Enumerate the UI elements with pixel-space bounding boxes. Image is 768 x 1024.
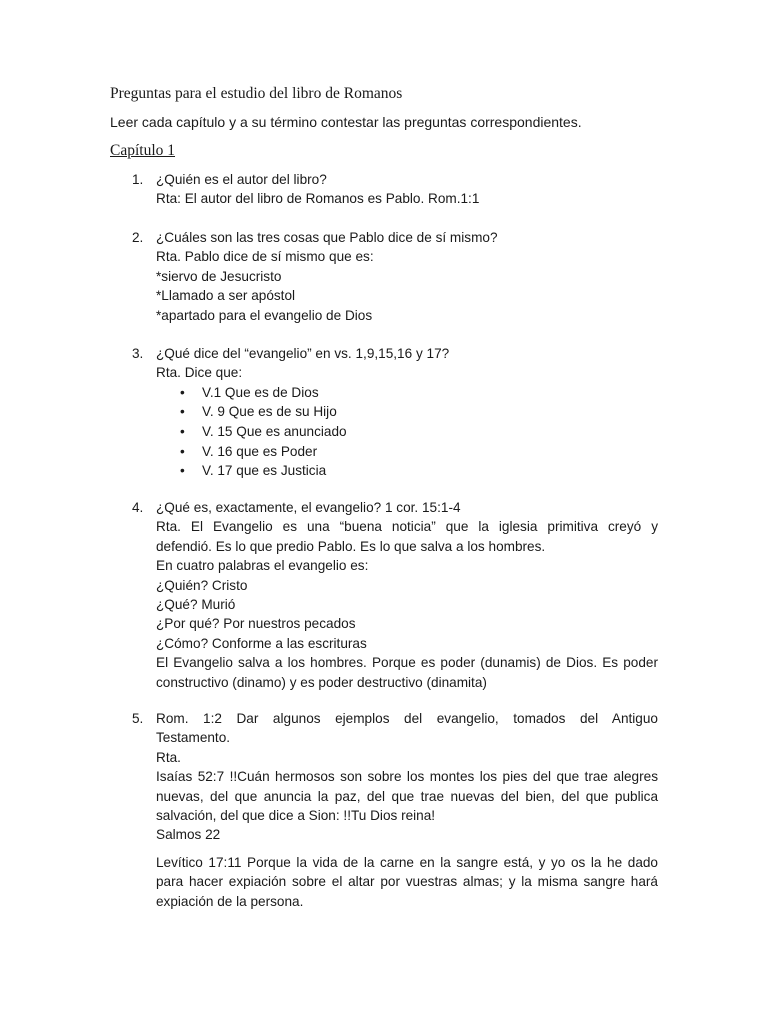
bullet-icon: • <box>180 384 185 400</box>
answer-text: Rta. Dice que: <box>156 365 243 381</box>
list-item: ¿Por qué? Por nuestros pecados <box>156 616 356 632</box>
list-item: ¿Qué? Murió <box>156 597 236 613</box>
bullet-icon: • <box>180 424 185 439</box>
answer-text: defendió. Es lo que predio Pablo. Es lo que salva a los hombres. <box>156 538 546 554</box>
question-2 <box>110 228 658 325</box>
question-number: 3. <box>132 346 144 361</box>
question-number: 4. <box>132 500 144 515</box>
list-item: • V. 16 que es Poder <box>156 442 658 462</box>
chapter-heading: Capítulo 1 <box>110 142 176 159</box>
question-4 <box>110 498 658 692</box>
list-item: • V. 15 Que es anunciado <box>156 422 658 442</box>
levitico-quote: para hacer expiación sobre el altar por vuestras almas; y la misma sangre hará <box>156 874 658 890</box>
question-5 <box>110 709 658 911</box>
question-text: ¿Qué es, exactamente, el evangelio? 1 cor. 15:1-4 <box>156 500 461 515</box>
instructions-text: Leer cada capítulo y a su término contestar las preguntas correspondientes. <box>110 114 582 130</box>
answer-text: Rta: El autor del libro de Romanos es Pablo. Rom.1:1 <box>156 191 480 207</box>
bullet-icon: • <box>180 463 185 479</box>
list-item: • V.1 Que es de Dios <box>156 383 658 403</box>
question-text: ¿Cuáles son las tres cosas que Pablo dice de sí mismo? <box>156 230 498 245</box>
list-item: *siervo de Jesucristo <box>156 268 282 284</box>
question-text: ¿Quién es el autor del libro? <box>156 172 327 187</box>
closing-text: El Evangelio salva a los hombres. Porque es poder (dunamis) de Dios. Es poder <box>156 655 658 671</box>
bullet-list <box>156 383 658 481</box>
question-number: 1. <box>132 172 144 187</box>
list-item: • V. 17 que es Justicia <box>156 461 658 481</box>
answer-text: Rta. El Evangelio es una “buena noticia” que la iglesia primitiva creyó y <box>156 519 658 535</box>
list-item: *Llamado a ser apóstol <box>156 288 296 304</box>
levitico-quote: expiación de la persona. <box>156 893 304 909</box>
question-1 <box>110 170 658 209</box>
question-3 <box>110 344 658 481</box>
levitico-quote: Levítico 17:11 Porque la vida de la carne en la sangre está, y yo os la he dado <box>156 854 658 870</box>
answer-text: Rta. Pablo dice de sí mismo que es: <box>156 249 374 265</box>
question-text: Testamento. <box>156 730 231 746</box>
bullet-icon: • <box>180 443 185 459</box>
list-item: • V. 9 Que es de su Hijo <box>156 402 658 422</box>
question-text: Rom. 1:2 Dar algunos ejemplos del evangelio, tomados del Antiguo <box>156 711 658 726</box>
list-item: ¿Quién? Cristo <box>156 577 248 593</box>
document-title: Preguntas para el estudio del libro de Romanos <box>110 85 403 102</box>
question-number: 2. <box>132 230 144 245</box>
question-text: ¿Qué dice del “evangelio” en vs. 1,9,15,16 y 17? <box>156 346 450 361</box>
list-item: ¿Cómo? Conforme a las escrituras <box>156 635 367 651</box>
isaias-quote: salvación, del que dice a Sion: !!Tu Dios reina! <box>156 808 436 824</box>
question-number: 5. <box>132 711 144 726</box>
salmos-reference: Salmos 22 <box>156 827 221 843</box>
bullet-icon: • <box>180 404 185 420</box>
isaias-quote: Isaías 52:7 !!Cuán hermosos son sobre los montes los pies del que trae alegres <box>156 769 658 785</box>
answer-text: Rta. <box>156 749 181 765</box>
four-words-intro: En cuatro palabras el evangelio es: <box>156 558 369 574</box>
isaias-quote: nuevas, del que anuncia la paz, del que trae nuevas del bien, del que publica <box>156 788 658 804</box>
list-item: *apartado para el evangelio de Dios <box>156 307 373 323</box>
closing-text: constructivo (dinamo) y es poder destructivo (dinamita) <box>156 674 487 690</box>
